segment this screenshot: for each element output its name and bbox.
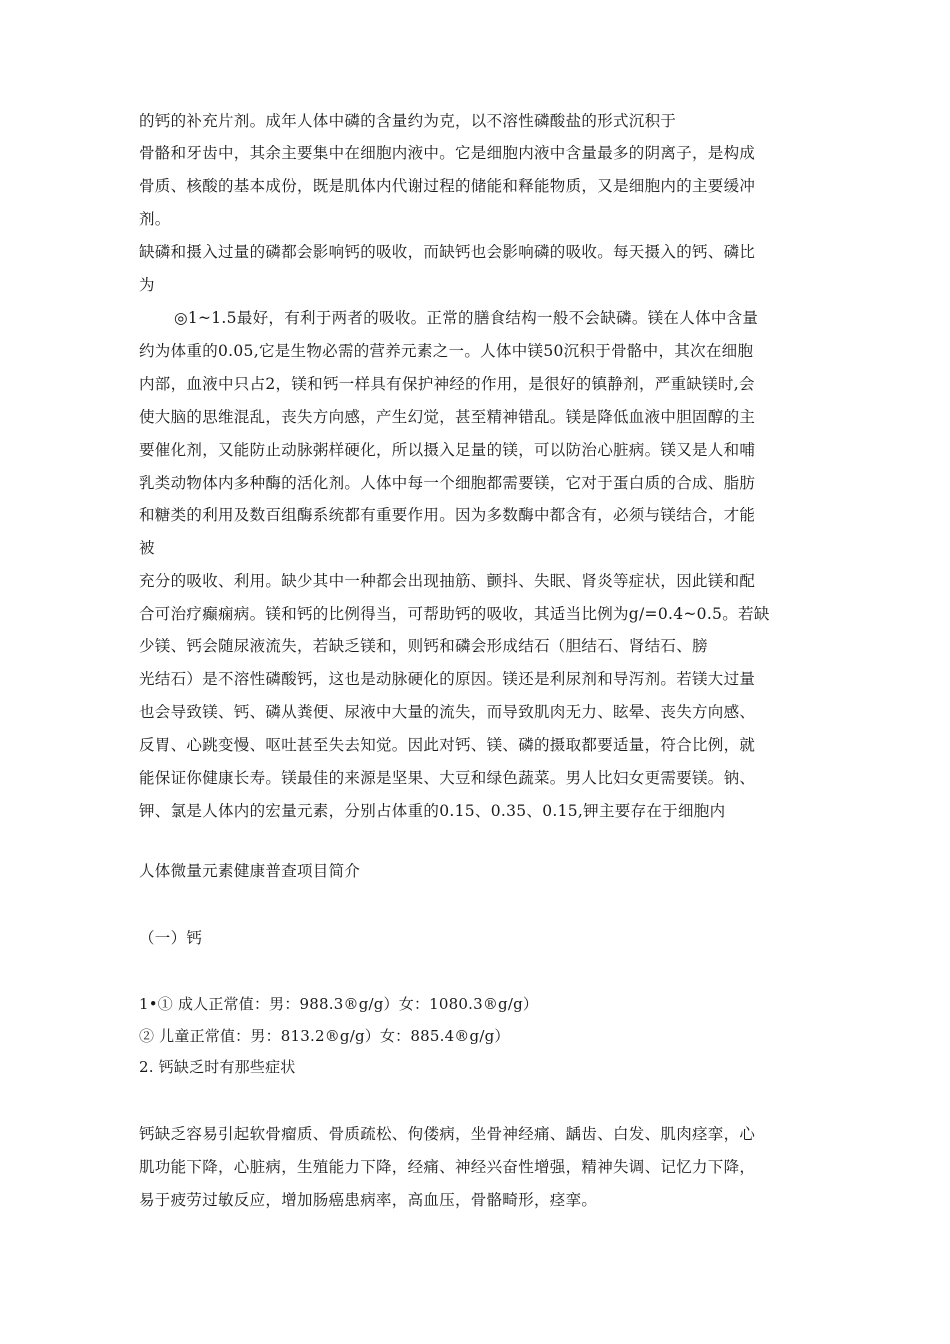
body-line: 的钙的补充片剂。成年人体中磷的含量约为克，以不溶性磷酸盐的形式沉积于 [139,112,677,130]
body-line: 内部，血液中只占2，镁和钙一样具有保护神经的作用，是很好的镇静剂，严重缺镁时,会 [139,375,755,393]
body-line: 骨骼和牙齿中，其余主要集中在细胞内液中。它是细胞内液中含量最多的阴离子，是构成 [139,144,756,162]
symptoms-line: 钙缺乏容易引起软骨瘤质、骨质疏松、佝偻病，坐骨神经痛、龋齿、白发、肌肉痉挛，心 [139,1125,756,1143]
body-line: 使大脑的思维混乱，丧失方向感，产生幻觉，甚至精神错乱。镁是降低血液中胆固醇的主 [139,408,756,426]
body-line: 充分的吸收、利用。缺少其中一种都会出现抽筋、颤抖、失眠、肾炎等症状，因此镁和配 [139,572,756,590]
subsection-title: （一）钙 [139,929,203,947]
body-line: 为 [139,276,155,294]
body-line: ◎1~1.5最好，有利于两者的吸收。正常的膳食结构一般不会缺磷。镁在人体中含量 [174,309,759,327]
body-line: 约为体重的0.05,它是生物必需的营养元素之一。人体中镁50沉积于骨骼中，其次在细胞 [139,342,754,360]
body-line: 和糖类的利用及数百组酶系统都有重要作用。因为多数酶中都含有，必须与镁结合，才能 [139,506,756,524]
symptoms-line: 肌功能下降，心脏病，生殖能力下降，经痛、神经兴奋性增强，精神失调、记忆力下降， [139,1158,756,1176]
normal-value-adult: 1•① 成人正常值：男：988.3®g/g）女：1080.3®g/g） [139,995,539,1013]
section-title: 人体微量元素健康普查项目简介 [139,862,361,880]
normal-value-child: ② 儿童正常值：男：813.2®g/g）女：885.4®g/g） [139,1027,510,1045]
body-line: 被 [139,539,155,557]
body-line: 反胃、心跳变慢、呕吐甚至失去知觉。因此对钙、镁、磷的摄取都要适量，符合比例，就 [139,736,756,754]
body-line: 钾、氯是人体内的宏量元素，分别占体重的0.15、0.35、0.15,钾主要存在于细胞内 [139,802,726,820]
body-line: 光结石）是不溶性磷酸钙，这也是动脉硬化的原因。镁还是利尿剂和导泻剂。若镁大过量 [139,670,756,688]
body-line: 要催化剂，又能防止动脉粥样硬化，所以摄入足量的镁，可以防治心脏病。镁又是人和哺 [139,441,756,459]
body-line: 乳类动物体内多种酶的活化剂。人体中每一个细胞都需要镁，它对于蛋白质的合成、脂肪 [139,474,756,492]
symptoms-line: 易于疲劳过敏反应，增加肠癌患病率，高血压，骨骼畸形，痉挛。 [139,1191,598,1209]
body-line: 也会导致镁、钙、磷从粪便、尿液中大量的流失，而导致肌肉无力、眩晕、丧失方向感、 [139,703,756,721]
body-line: 缺磷和摄入过量的磷都会影响钙的吸收，而缺钙也会影响磷的吸收。每天摄入的钙、磷比 [139,243,756,261]
body-line: 合可治疗癫痫病。镁和钙的比例得当，可帮助钙的吸收，其适当比例为g/=0.4~0.5。若缺 [139,605,770,623]
body-line: 骨质、核酸的基本成份，既是肌体内代谢过程的储能和释能物质，又是细胞内的主要缓冲 [139,177,756,195]
body-line: 少镁、钙会随尿液流失，若缺乏镁和，则钙和磷会形成结石（胆结石、肾结石、膀 [139,637,708,655]
body-line: 能保证你健康长寿。镁最佳的来源是坚果、大豆和绿色蔬菜。男人比妇女更需要镁。钠、 [139,769,756,787]
body-line: 剂。 [139,210,171,228]
question-heading: 2. 钙缺乏时有那些症状 [139,1058,296,1076]
